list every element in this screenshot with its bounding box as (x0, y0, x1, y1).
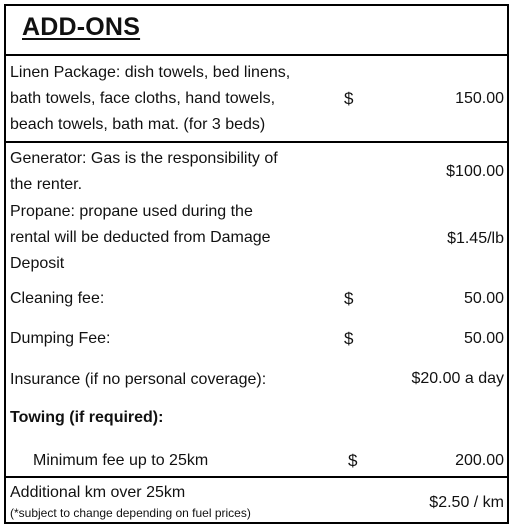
currency-symbol: $ (344, 89, 354, 108)
linen-price: 150.00 (455, 90, 504, 107)
insurance-price: $20.00 a day (411, 370, 504, 387)
towing-label: Towing (if required): (10, 409, 164, 426)
propane-line-1: Propane: propane used during the (10, 203, 253, 220)
cleaning-label: Cleaning fee: (10, 290, 105, 307)
divider (6, 54, 507, 56)
dumping-label: Dumping Fee: (10, 330, 111, 347)
fuel-price-note: (*subject to change depending on fuel prices) (10, 506, 251, 520)
linen-line-3: beach towels, bath mat. (for 3 beds) (10, 116, 266, 133)
insurance-label: Insurance (if no personal coverage): (10, 371, 267, 388)
generator-price: $100.00 (446, 163, 504, 180)
towing-minimum-price: 200.00 (455, 452, 504, 469)
addon-row-insurance (10, 367, 504, 393)
addon-row-propane (10, 199, 504, 277)
cleaning-price: 50.00 (463, 290, 504, 307)
addon-row-cleaning (10, 286, 504, 312)
currency-symbol: $ (344, 329, 354, 348)
generator-line-1: Generator: Gas is the responsibility of (10, 150, 278, 167)
generator-line-2: the renter. (10, 176, 83, 193)
currency-symbol: $ (348, 451, 358, 470)
propane-price: $1.45/lb (447, 230, 504, 247)
divider (6, 141, 507, 143)
linen-line-1: Linen Package: dish towels, bed linens, (10, 64, 291, 81)
addon-row-dumping (10, 326, 504, 352)
addon-row-generator (10, 146, 504, 198)
propane-line-3: Deposit (10, 255, 65, 272)
addon-row-additional-km (10, 480, 504, 522)
dumping-price: 50.00 (463, 330, 504, 347)
linen-line-2: bath towels, face cloths, hand towels, (10, 90, 276, 107)
additional-km-label: Additional km over 25km (10, 484, 186, 501)
addon-row-towing (10, 405, 504, 431)
additional-km-price: $2.50 / km (429, 494, 504, 511)
currency-symbol: $ (344, 289, 354, 308)
section-title: ADD-ONS (22, 13, 141, 41)
propane-line-2: rental will be deducted from Damage (10, 229, 271, 246)
addon-row-linen (10, 60, 504, 138)
addon-row-towing-minimum (10, 448, 504, 474)
towing-minimum-label: Minimum fee up to 25km (33, 452, 209, 469)
divider (6, 476, 507, 478)
